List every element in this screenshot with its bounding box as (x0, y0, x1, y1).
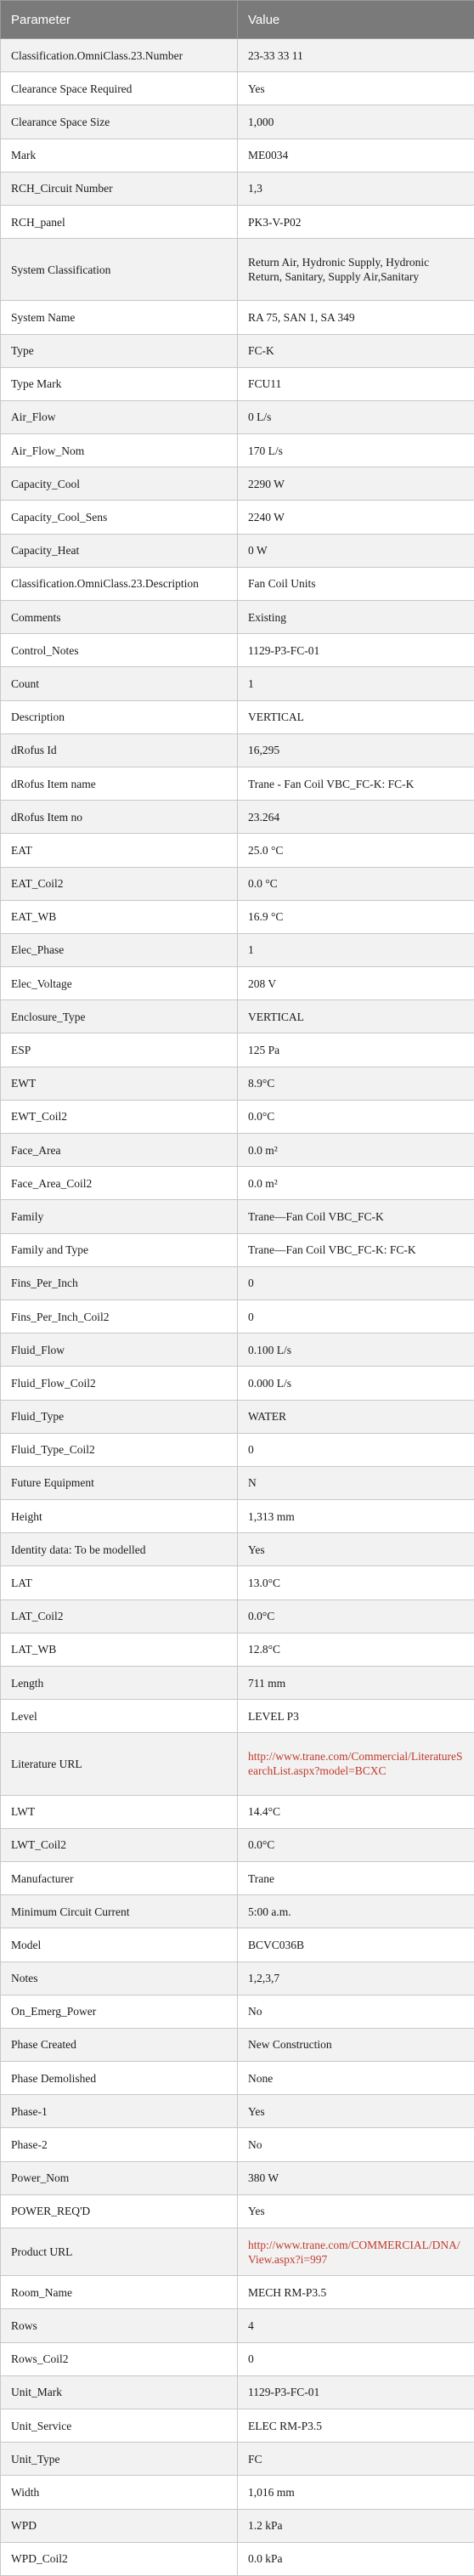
url-value-cell[interactable]: http://www.trane.com/COMMERCIAL/DNA/View.aspx?i=997 (238, 2228, 474, 2276)
table-row (1, 2028, 474, 2061)
parameter-cell: Elec_Phase (1, 933, 238, 966)
parameter-cell: Count (1, 667, 238, 700)
value-cell: FCU11 (238, 367, 474, 400)
value-cell: New Construction (238, 2028, 474, 2061)
value-cell: No (238, 2128, 474, 2161)
table-row (1, 2309, 474, 2342)
table-row (1, 1100, 474, 1133)
parameter-cell: Description (1, 700, 238, 733)
value-cell: 1,000 (238, 105, 474, 139)
value-cell: 1,313 mm (238, 1500, 474, 1533)
table-row (1, 2228, 474, 2276)
parameter-cell: Rows (1, 2309, 238, 2342)
parameter-cell: Height (1, 1500, 238, 1533)
table-row (1, 1167, 474, 1200)
value-cell: 208 V (238, 967, 474, 1000)
table-row (1, 1266, 474, 1299)
value-cell: BCVC036B (238, 1928, 474, 1962)
parameter-cell: Literature URL (1, 1733, 238, 1795)
value-cell: 380 W (238, 2161, 474, 2194)
value-cell: 1.2 kPa (238, 2509, 474, 2542)
table-row (1, 1033, 474, 1067)
parameter-cell: Control_Notes (1, 634, 238, 667)
value-cell: 1129-P3-FC-01 (238, 2375, 474, 2409)
value-cell: Yes (238, 72, 474, 105)
table-row (1, 700, 474, 733)
parameter-cell: Face_Area_Coil2 (1, 1167, 238, 1200)
table-row (1, 301, 474, 334)
table-row (1, 534, 474, 567)
value-cell: 711 mm (238, 1667, 474, 1700)
value-cell: 1129-P3-FC-01 (238, 634, 474, 667)
parameter-cell: Clearance Space Required (1, 72, 238, 105)
parameter-cell: RCH_panel (1, 205, 238, 238)
table-row (1, 2409, 474, 2442)
table-row (1, 1299, 474, 1333)
parameter-cell: Unit_Type (1, 2443, 238, 2476)
value-cell: 0.0 m² (238, 1167, 474, 1200)
value-cell: Yes (238, 2095, 474, 2128)
table-row (1, 1367, 474, 1400)
table-row (1, 400, 474, 433)
table-row (1, 467, 474, 501)
value-cell: 0.0 kPa (238, 2542, 474, 2575)
value-cell: 2240 W (238, 501, 474, 534)
parameter-cell: EAT_Coil2 (1, 867, 238, 900)
parameter-cell: Width (1, 2476, 238, 2509)
column-header-value: Value (238, 1, 474, 39)
parameter-cell: Power_Nom (1, 2161, 238, 2194)
parameter-cell: Fins_Per_Inch (1, 1266, 238, 1299)
parameter-cell: Air_Flow (1, 400, 238, 433)
table-row (1, 172, 474, 205)
value-cell: 0 (238, 1433, 474, 1466)
table-row (1, 2062, 474, 2095)
table-row (1, 867, 474, 900)
value-cell: Trane (238, 1861, 474, 1894)
value-cell: 1,016 mm (238, 2476, 474, 2509)
table-row (1, 2095, 474, 2128)
value-cell: 170 L/s (238, 434, 474, 467)
parameter-cell: Minimum Circuit Current (1, 1895, 238, 1928)
table-row (1, 1333, 474, 1367)
table-row (1, 2542, 474, 2575)
value-cell: 0.000 L/s (238, 1367, 474, 1400)
column-header-parameter: Parameter (1, 1, 238, 39)
value-cell: 1,3 (238, 172, 474, 205)
parameter-cell: System Name (1, 301, 238, 334)
parameter-cell: Rows_Coil2 (1, 2342, 238, 2375)
parameter-cell: Mark (1, 139, 238, 172)
parameter-cell: Clearance Space Size (1, 105, 238, 139)
value-cell: 16,295 (238, 733, 474, 767)
parameter-cell: Capacity_Heat (1, 534, 238, 567)
value-cell: Fan Coil Units (238, 567, 474, 600)
table-row (1, 1667, 474, 1700)
table-row (1, 1828, 474, 1861)
table-row (1, 834, 474, 867)
parameter-cell: Fluid_Type (1, 1400, 238, 1433)
value-cell: No (238, 1995, 474, 2028)
parameter-cell: Fluid_Flow (1, 1333, 238, 1367)
table-row (1, 1995, 474, 2028)
value-cell: WATER (238, 1400, 474, 1433)
table-row (1, 1599, 474, 1633)
table-row (1, 139, 474, 172)
parameter-cell: Phase-1 (1, 2095, 238, 2128)
table-row (1, 2161, 474, 2194)
value-cell: 14.4°C (238, 1795, 474, 1828)
table-row (1, 801, 474, 834)
parameter-cell: Fins_Per_Inch_Coil2 (1, 1299, 238, 1333)
value-cell: 0 (238, 2342, 474, 2375)
table-row (1, 1700, 474, 1733)
table-row (1, 1795, 474, 1828)
parameter-cell: Face_Area (1, 1134, 238, 1167)
value-cell: PK3-V-P02 (238, 205, 474, 238)
parameter-cell: Unit_Service (1, 2409, 238, 2442)
value-cell: 25.0 °C (238, 834, 474, 867)
table-row (1, 205, 474, 238)
value-cell: FC (238, 2443, 474, 2476)
parameter-cell: Phase Created (1, 2028, 238, 2061)
value-cell: 0 (238, 1266, 474, 1299)
value-cell: FC-K (238, 334, 474, 367)
parameter-cell: LAT_Coil2 (1, 1599, 238, 1633)
parameter-cell: Phase Demolished (1, 2062, 238, 2095)
table-row (1, 105, 474, 139)
parameter-cell: Capacity_Cool (1, 467, 238, 501)
value-cell: 1,2,3,7 (238, 1962, 474, 1995)
value-cell: 0 W (238, 534, 474, 567)
value-cell: 1 (238, 667, 474, 700)
value-cell: None (238, 2062, 474, 2095)
table-row (1, 567, 474, 600)
table-row (1, 1500, 474, 1533)
parameter-cell: Notes (1, 1962, 238, 1995)
table-row (1, 1134, 474, 1167)
parameter-cell: Manufacturer (1, 1861, 238, 1894)
value-cell: RA 75, SAN 1, SA 349 (238, 301, 474, 334)
table-row (1, 2443, 474, 2476)
table-row (1, 2476, 474, 2509)
table-row (1, 1733, 474, 1795)
value-cell: ELEC RM-P3.5 (238, 2409, 474, 2442)
table-row (1, 667, 474, 700)
table-row (1, 767, 474, 800)
value-cell: 23.264 (238, 801, 474, 834)
value-cell: 13.0°C (238, 1566, 474, 1599)
value-cell: 1 (238, 933, 474, 966)
table-row (1, 2509, 474, 2542)
value-cell: Yes (238, 1533, 474, 1566)
value-cell: 16.9 °C (238, 900, 474, 933)
parameter-cell: dRofus Id (1, 733, 238, 767)
table-row (1, 2375, 474, 2409)
value-cell: 0.0°C (238, 1100, 474, 1133)
table-row (1, 1400, 474, 1433)
value-cell: 0 L/s (238, 400, 474, 433)
parameter-cell: Air_Flow_Nom (1, 434, 238, 467)
parameter-cell: RCH_Circuit Number (1, 172, 238, 205)
parameter-cell: Identity data: To be modelled (1, 1533, 238, 1566)
parameter-cell: Future Equipment (1, 1466, 238, 1499)
parameter-cell: Family and Type (1, 1233, 238, 1266)
parameter-cell: Classification.OmniClass.23.Description (1, 567, 238, 600)
parameter-cell: Elec_Voltage (1, 967, 238, 1000)
parameter-cell: WPD_Coil2 (1, 2542, 238, 2575)
parameter-cell: LAT (1, 1566, 238, 1599)
value-cell: 0 (238, 1299, 474, 1333)
parameter-cell: Phase-2 (1, 2128, 238, 2161)
value-cell: VERTICAL (238, 700, 474, 733)
parameter-cell: EWT_Coil2 (1, 1100, 238, 1133)
parameter-cell: EWT (1, 1067, 238, 1100)
value-cell: 2290 W (238, 467, 474, 501)
table-header (1, 1, 474, 39)
table-row (1, 933, 474, 966)
value-cell: MECH RM-P3.5 (238, 2276, 474, 2309)
table-row (1, 1233, 474, 1266)
value-cell: 4 (238, 2309, 474, 2342)
table-row (1, 1895, 474, 1928)
table-row (1, 1633, 474, 1666)
table-row (1, 634, 474, 667)
parameter-cell: Classification.OmniClass.23.Number (1, 39, 238, 72)
value-cell: VERTICAL (238, 1000, 474, 1033)
header-row (1, 1, 474, 39)
value-cell: 5:00 a.m. (238, 1895, 474, 1928)
parameter-cell: Enclosure_Type (1, 1000, 238, 1033)
parameter-cell: Comments (1, 601, 238, 634)
parameter-cell: WPD (1, 2509, 238, 2542)
value-cell: ME0034 (238, 139, 474, 172)
table-row (1, 601, 474, 634)
value-cell: 125 Pa (238, 1033, 474, 1067)
value-cell: 0.0 °C (238, 867, 474, 900)
table-row (1, 1533, 474, 1566)
parameter-cell: LWT (1, 1795, 238, 1828)
value-cell: Trane - Fan Coil VBC_FC-K: FC-K (238, 767, 474, 800)
parameter-cell: Type Mark (1, 367, 238, 400)
parameter-cell: On_Emerg_Power (1, 1995, 238, 2028)
table-row (1, 733, 474, 767)
table-row (1, 2342, 474, 2375)
value-cell: Trane—Fan Coil VBC_FC-K: FC-K (238, 1233, 474, 1266)
parameter-cell: Product URL (1, 2228, 238, 2276)
parameter-cell: Capacity_Cool_Sens (1, 501, 238, 534)
parameter-cell: dRofus Item no (1, 801, 238, 834)
value-cell: 0.0 m² (238, 1134, 474, 1167)
parameter-cell: Length (1, 1667, 238, 1700)
parameter-cell: Fluid_Flow_Coil2 (1, 1367, 238, 1400)
table-row (1, 434, 474, 467)
table-row (1, 1433, 474, 1466)
table-body (1, 39, 474, 2576)
value-cell: 8.9°C (238, 1067, 474, 1100)
value-cell: N (238, 1466, 474, 1499)
table-row (1, 1861, 474, 1894)
table-row (1, 1566, 474, 1599)
value-cell: LEVEL P3 (238, 1700, 474, 1733)
table-row (1, 72, 474, 105)
table-row (1, 1962, 474, 1995)
table-row (1, 2128, 474, 2161)
value-cell: Yes (238, 2194, 474, 2228)
parameter-cell: Fluid_Type_Coil2 (1, 1433, 238, 1466)
parameter-cell: LWT_Coil2 (1, 1828, 238, 1861)
table-row (1, 900, 474, 933)
table-row (1, 501, 474, 534)
table-row (1, 1466, 474, 1499)
parameter-cell: Unit_Mark (1, 2375, 238, 2409)
table-row (1, 39, 474, 72)
table-row (1, 1067, 474, 1100)
table-row (1, 367, 474, 400)
value-cell: 0.100 L/s (238, 1333, 474, 1367)
value-cell: 0.0°C (238, 1828, 474, 1861)
parameter-cell: dRofus Item name (1, 767, 238, 800)
parameter-cell: Room_Name (1, 2276, 238, 2309)
value-cell: 12.8°C (238, 1633, 474, 1666)
parameter-cell: POWER_REQ'D (1, 2194, 238, 2228)
url-value-cell[interactable]: http://www.trane.com/Commercial/LiteratureSearchList.aspx?model=BCXC (238, 1733, 474, 1795)
parameter-cell: Model (1, 1928, 238, 1962)
table-row (1, 1200, 474, 1233)
table-row (1, 1928, 474, 1962)
table-row (1, 967, 474, 1000)
parameter-cell: Type (1, 334, 238, 367)
value-cell: 0.0°C (238, 1599, 474, 1633)
table-row (1, 1000, 474, 1033)
table-row (1, 2194, 474, 2228)
parameter-cell: EAT (1, 834, 238, 867)
table-row (1, 2276, 474, 2309)
parameter-cell: Level (1, 1700, 238, 1733)
value-cell: 23-33 33 11 (238, 39, 474, 72)
parameter-cell: ESP (1, 1033, 238, 1067)
parameter-cell: System Classification (1, 239, 238, 301)
value-cell: Existing (238, 601, 474, 634)
table-row (1, 239, 474, 301)
value-cell: Return Air, Hydronic Supply, Hydronic Return, Sanitary, Supply Air,Sanitary (238, 239, 474, 301)
value-cell: Trane—Fan Coil VBC_FC-K (238, 1200, 474, 1233)
parameter-cell: EAT_WB (1, 900, 238, 933)
parameter-cell: LAT_WB (1, 1633, 238, 1666)
table-row (1, 334, 474, 367)
parameter-cell: Family (1, 1200, 238, 1233)
